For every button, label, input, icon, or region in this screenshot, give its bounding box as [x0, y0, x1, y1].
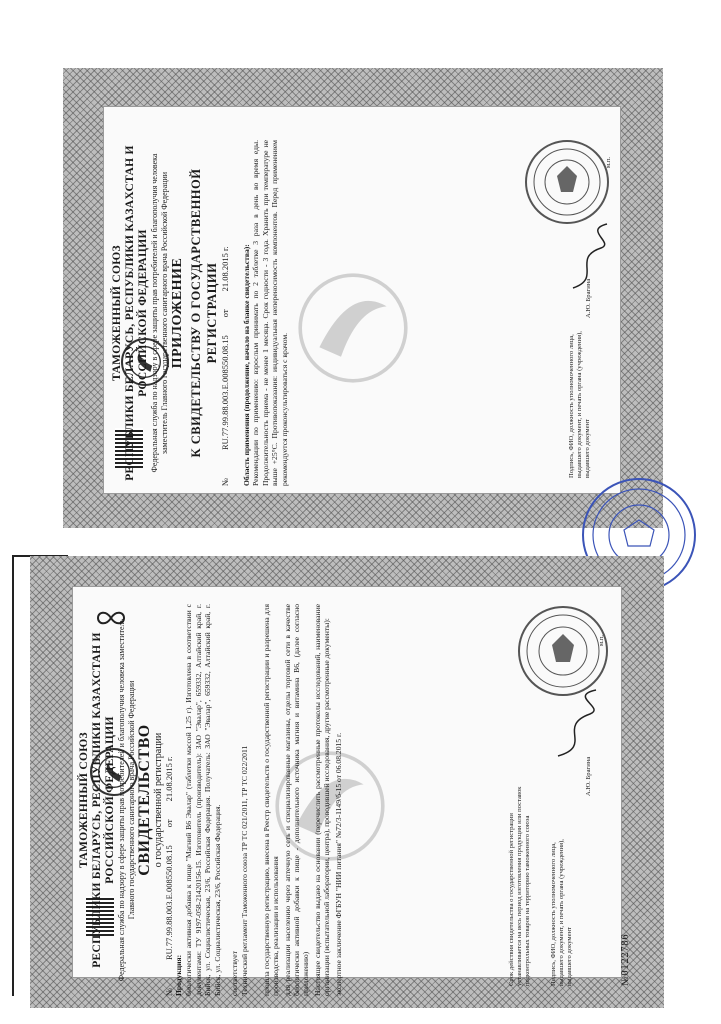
appendix-signature-block: [568, 308, 592, 478]
union-title: ТАМОЖЕННЫЙ СОЮЗ: [111, 245, 123, 381]
official-seal: [518, 606, 608, 696]
signatory-name: А.Ю. Брагина: [585, 278, 592, 318]
validity-block: [508, 786, 532, 986]
basis-text: прошла государственную регистрацию, внесена в Реестр свидетельств о государственной регистрации и разрешена для производства, реализации и использования: [261, 604, 281, 996]
republics-title: РЕСПУБЛИКИ БЕЛАРУСЬ, РЕСПУБЛИКИ КАЗАХСТАН И РОССИЙСКОЙ ФЕДЕРАЦИИ: [91, 632, 116, 968]
certificate-signature-block: [550, 826, 574, 986]
signature-scribble: [563, 218, 623, 298]
signatory-name: А.Ю. Брагина: [585, 756, 592, 796]
scan-edge-left: [12, 556, 14, 996]
usage-title: Область применения (продолжение, начало на бланке свидетельства):: [242, 244, 251, 486]
product-label: Продукция:: [174, 954, 183, 996]
appendix-title: ПРИЛОЖЕНИЕ: [170, 257, 185, 369]
registration-date: 21.08.2015 г.: [164, 756, 174, 802]
number-label: №: [220, 477, 230, 486]
appendix-sheet: [63, 68, 663, 528]
number-label: №: [164, 987, 174, 996]
certificate-number-row: [164, 604, 174, 996]
stamp-place: м.п.: [605, 157, 612, 168]
certificate-sheet: [30, 556, 664, 1008]
signature-note: Подпись, ФИО, должность уполномоченного лица, выдавшего документ, и печать органа (учреждения), выдавшего документ: [568, 331, 591, 478]
registration-number: RU.77.99.88.003.Е.008550.08.15: [164, 845, 174, 960]
signature-scribble: [550, 684, 610, 764]
expert-conclusion: экспертное заключение ФГБУН "НИИ питания" №72/3-1149/б-15 от 06.08.2015 г.: [333, 732, 343, 996]
official-seal: [525, 140, 609, 224]
from-label: от: [220, 309, 230, 318]
certificate-subtitle: о государственной регистрации: [153, 732, 164, 868]
signature-note: Подпись, ФИО, должность уполномоченного лица, выдавшего документ, и печать органа (учреждения), выдавшего документ: [550, 839, 573, 986]
from-label: от: [164, 819, 174, 828]
union-title: ТАМОЖЕННЫЙ СОЮЗ: [78, 732, 90, 868]
authority-text: Федеральная служба по надзору в сфере защиты прав потребителей и благополучия человека заместитель Главного государственного санитарного врача Российской Федерации: [117, 618, 136, 982]
regulations-text: Технический регламент Таможенного союза ТР ТС 021/2011, ТР ТС 022/2011: [240, 745, 250, 996]
validity-text: Срок действия свидетельства о государственной регистрации устанавливается на весь период изготовления продукции или поставок подконтрольных товаров на территорию таможенного союза: [508, 786, 531, 986]
usage-text: для реализации населению через аптечную сеть и специализированные магазины, отделы торговой сети в качестве биологически активной добавки к пище - дополнительного источника магния и витамина В6, (далее согласно приложению): [282, 604, 311, 996]
conforms-label: соответствует: [230, 951, 240, 996]
appendix-number-row: [220, 140, 230, 486]
registration-number: RU.77.99.88.003.Е.008550.08.15: [220, 335, 230, 450]
usage-text: Рекомендации по применению: взрослым принимать по 2 таблетке 3 раза в день во время еды. Продолжительность приема - не менее 1 месяца. Срок годности - 3 года. Хранить при температуре не выше +25°С. Противопоказания: индивидуальная непереносимость компонентов. Перед применением рекомендуется проконсультироваться с врачом.: [251, 140, 289, 486]
issued-text: Настоящее свидетельство выдано на основании (перечислить рассмотренные протоколы исследований, наименование организации (испытательной лаборатории, центра), проводившей исследования, другие рассмотренные документы):: [312, 604, 332, 996]
product-text: биологически активная добавка к пище "Магний В6 Эвалар" (таблетки массой 1,25 г). Изготовлена в соответствии с документами: ТУ 9197-058-21420156-15. Изготовитель (производитель): ЗАО "Эвалар", 659332, Алтайский край, г. Бийск, ул. Социалистическая, 23/6, Российская Федерация. Получатель: ЗАО "Эвалар", 659332, Алтайский край, г. Бийск, ул. Социалистическая, 23/6, Российская Федерация.: [184, 604, 222, 996]
serial-number: №0122786: [620, 933, 631, 986]
appendix-subtitle: К СВИДЕТЕЛЬСТВУ О ГОСУДАРСТВЕННОЙ РЕГИСТРАЦИИ: [189, 168, 219, 458]
authority-text: Федеральная служба по надзору в сфере защиты прав потребителей и благополучия человека заместитель Главного государственного санитарного врача Российской Федерации: [150, 153, 169, 473]
republics-title: РЕСПУБЛИКИ БЕЛАРУСЬ, РЕСПУБЛИКИ КАЗАХСТАН И РОССИЙСКОЙ ФЕДЕРАЦИИ: [124, 145, 149, 481]
serial-block: [620, 906, 631, 986]
stamp-place: м.п.: [598, 635, 605, 646]
certificate-title: СВИДЕТЕЛЬСТВО: [136, 724, 153, 876]
registration-date: 21.08.2015 г.: [220, 246, 230, 292]
